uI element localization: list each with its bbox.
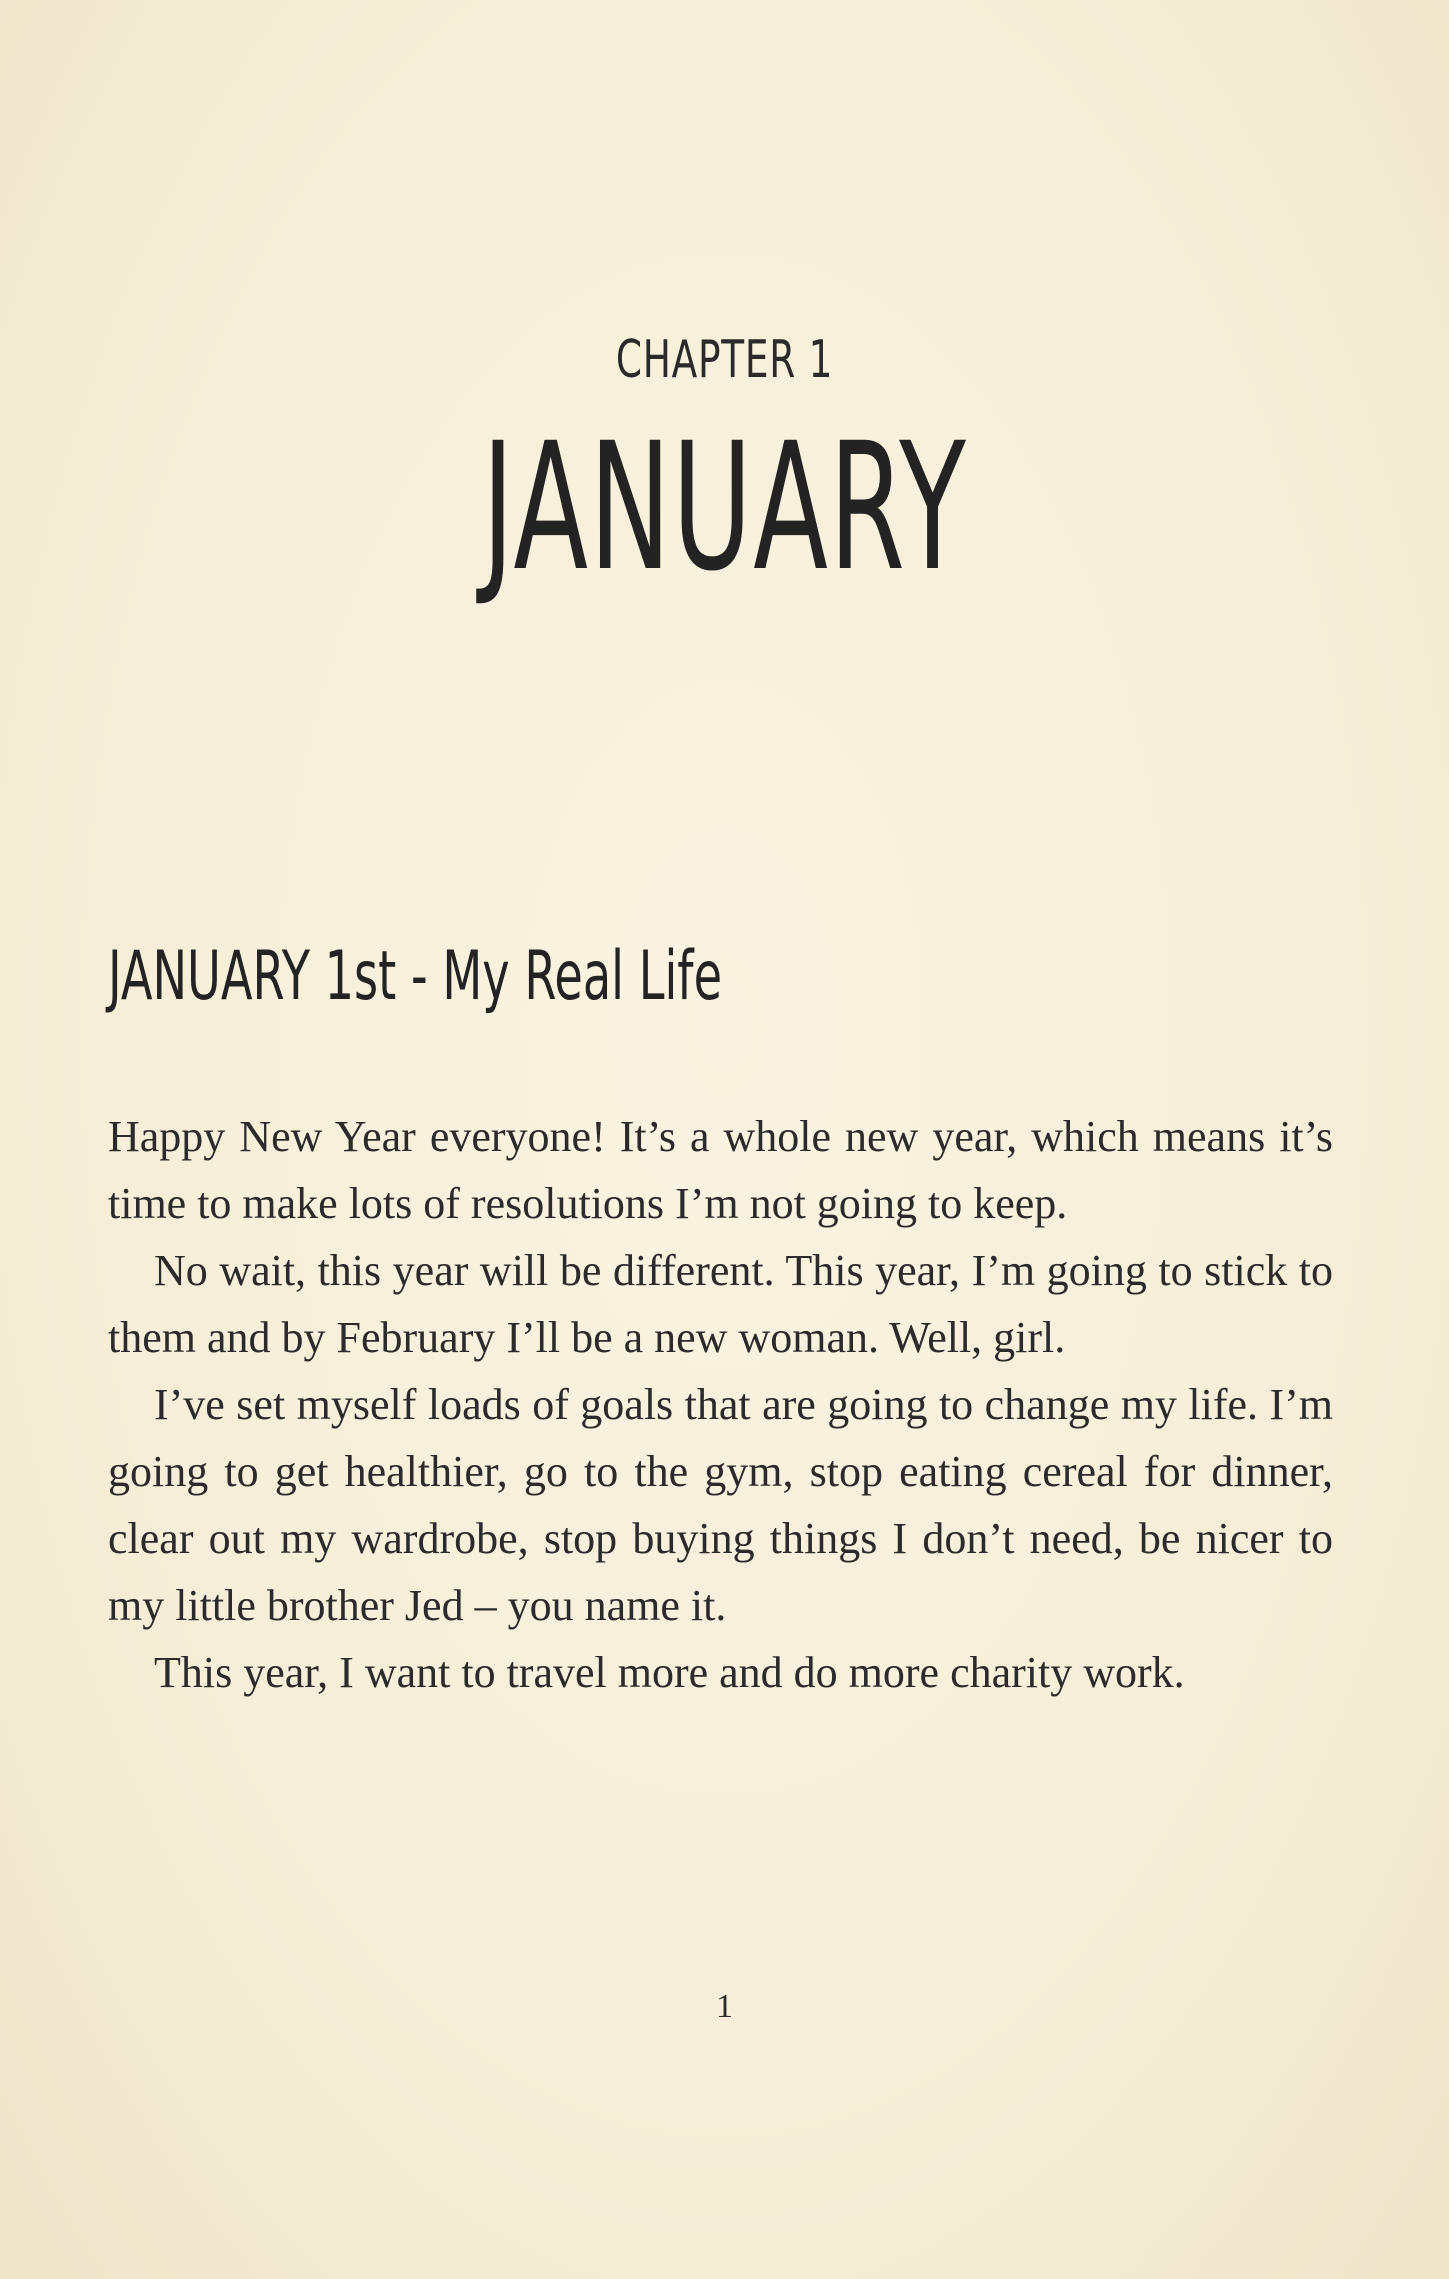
paragraph: I’ve set myself loads of goals that are going to change my life. I’m going to get healthier, go to the gym, stop eating cereal for dinner, clear out my wardrobe, stop buying things I don’t need, be nicer to my little brother Jed – you name it. [108,1380,1333,1630]
chapter-label: CHAPTER 1 [615,330,834,390]
paragraph: This year, I want to travel more and do more charity work. [154,1648,1185,1697]
paragraph: No wait, this year will be different. This year, I’m going to stick to them and by February I’ll be a new woman. Well, girl. [108,1246,1333,1362]
paragraph: Happy New Year everyone! It’s a whole new year, which means it’s time to make lots of resolutions I’m not going to keep. [108,1112,1333,1228]
chapter-title: JANUARY [481,405,968,610]
page-number: 1 [716,1988,733,2025]
section-heading: JANUARY 1st - My Real Life [108,937,723,1016]
body-text [108,1103,1333,1706]
